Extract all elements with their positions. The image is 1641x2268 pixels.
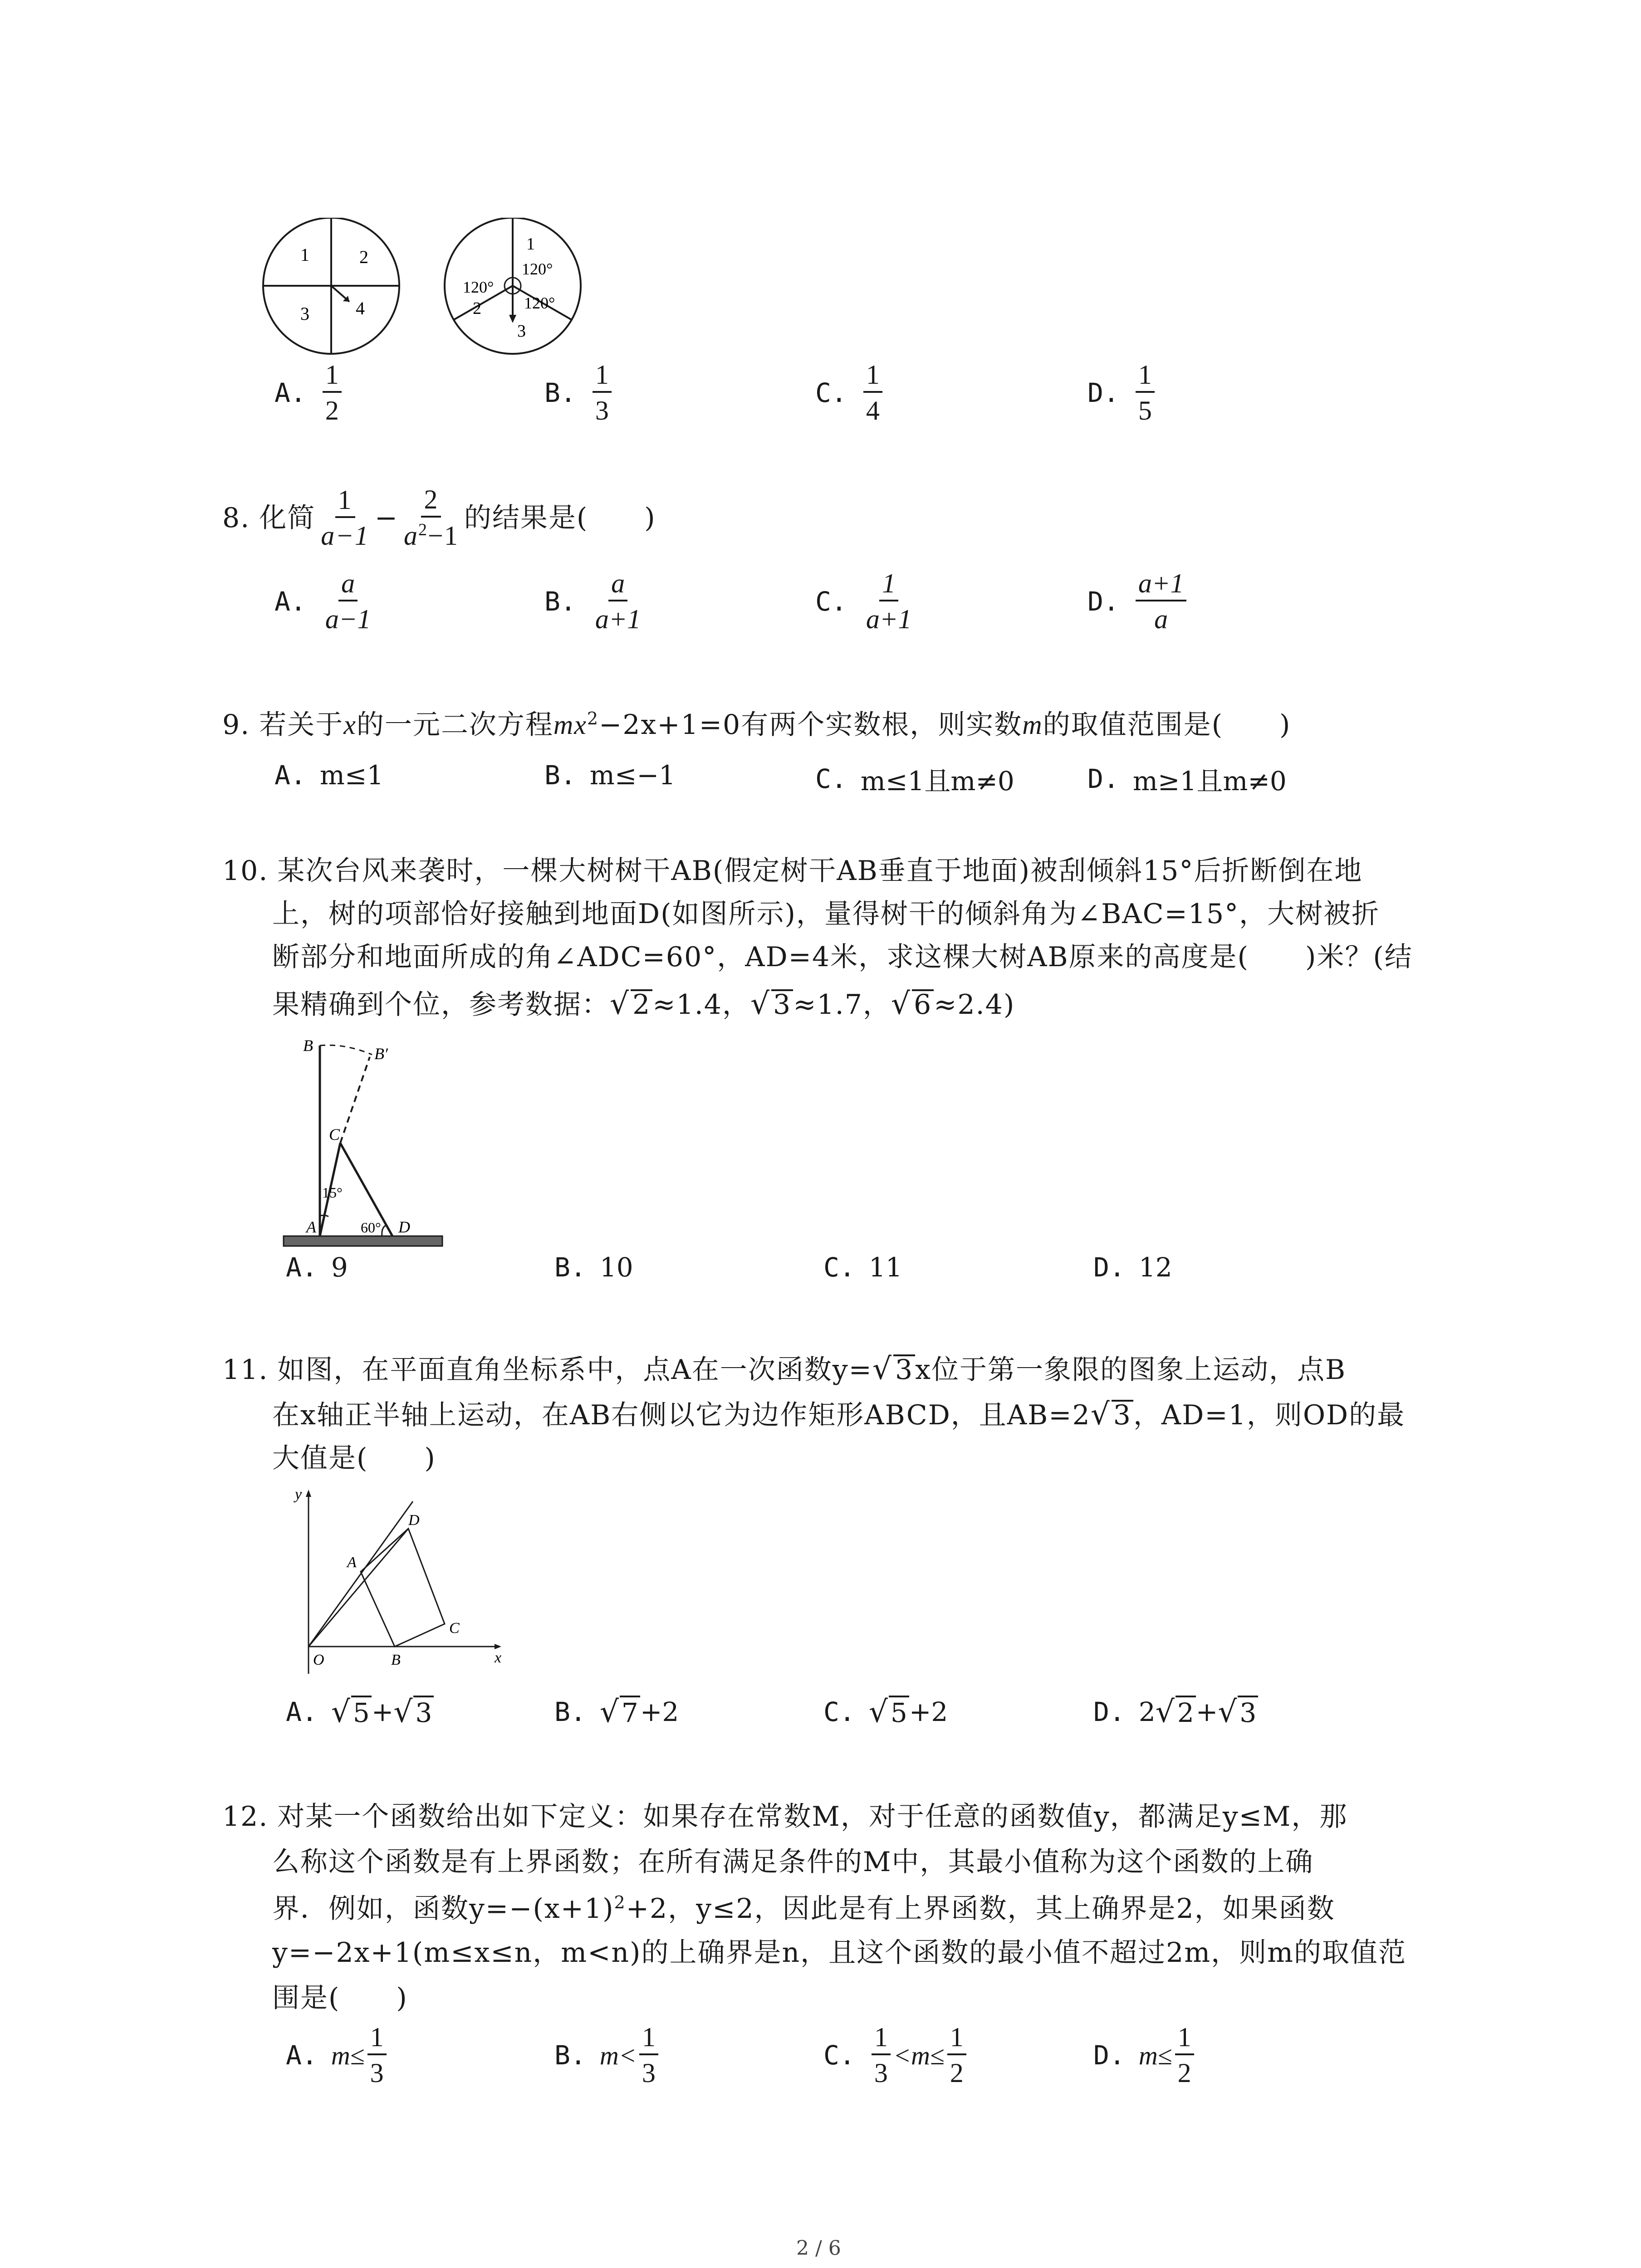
q12-line-4: y=−2x+1(m≤x≤n，m<n)的上确界是n，且这个函数的最小值不超过2m，则m的取值范 <box>272 1937 1407 1969</box>
q11-line-1: 11. 如图，在平面直角坐标系中，点A在一次函数y=√ 3x位于第一象限的图象上运动，点B <box>222 1351 1347 1386</box>
label-O: O <box>313 1652 324 1668</box>
fraction: $\frac{1}{3}$ <box>367 2023 387 2087</box>
q9-number: 9. <box>222 709 250 741</box>
label-D: D <box>408 1512 420 1529</box>
page-number: 2 / 6 <box>796 2237 841 2260</box>
fraction: $\frac{1}{2}$ <box>947 2023 966 2087</box>
option-label: A. <box>286 2040 318 2071</box>
option-label: D. <box>1087 377 1119 408</box>
option-label: B. <box>554 2040 586 2071</box>
label-A: A <box>347 1554 357 1571</box>
q8-option-a[interactable] <box>274 569 376 634</box>
option-text: m≤1 <box>319 760 384 791</box>
fraction: $\frac{1}{2}$ <box>1175 2023 1194 2087</box>
spinner-right-angle-3: 120° <box>524 294 555 312</box>
spinner-right-label-3: 3 <box>517 322 526 341</box>
q8-suffix: 的结果是( ) <box>464 502 656 534</box>
q7-option-a[interactable] <box>274 361 344 425</box>
q8-fraction-1: $\frac{1}{a-1}$ <box>321 484 369 551</box>
option-text: m≥1且m≠0 <box>1132 766 1287 797</box>
q9-option-d[interactable] <box>1087 760 1287 798</box>
q7-option-d[interactable] <box>1087 361 1157 425</box>
fraction: $\frac{1}{3}$ <box>593 361 612 425</box>
q10-line-1: 10. 某次台风来袭时，一棵大树树干AB(假定树干AB垂直于地面)被刮倾斜15°后折断倒在地 <box>222 855 1363 887</box>
option-label: B. <box>554 1696 586 1727</box>
option-label: D. <box>1093 1252 1125 1283</box>
fraction: $\frac{a+1}{a}$ <box>1136 569 1187 634</box>
q12-option-d[interactable]: D. m≤ $\frac{1}{2}$ <box>1093 2023 1197 2087</box>
option-text: 10 <box>599 1252 633 1283</box>
option-label: A. <box>274 586 306 617</box>
option-label: C. <box>823 2040 855 2071</box>
option-text: m≤1且m≠0 <box>860 766 1014 797</box>
option-label: D. <box>1093 2040 1125 2071</box>
q10-line-3: 断部分和地面所成的角∠ADC=60°，AD=4米，求这棵大树AB原来的高度是( )米？(结 <box>272 941 1413 973</box>
option-label: B. <box>544 586 576 617</box>
spinner-right <box>445 218 581 354</box>
q9-stem: 9. 若关于x的一元二次方程$mx^2-2x+1=0$有两个实数根，则实数m的取值范围是( ) <box>222 709 1291 741</box>
fraction: $\frac{a}{a-1}$ <box>325 568 371 634</box>
spinner-left-label-1: 1 <box>300 244 309 265</box>
fraction: $\frac{1}{3}$ <box>872 2023 891 2087</box>
label-A: A <box>306 1218 316 1236</box>
option-label: B. <box>544 377 576 408</box>
q9-option-a[interactable] <box>274 760 383 791</box>
q10-option-d[interactable] <box>1093 1252 1172 1283</box>
spinner-right-label-2: 2 <box>473 299 481 318</box>
label-B-prime: B′ <box>374 1045 388 1063</box>
label-60-degrees: 60° <box>361 1219 381 1236</box>
q11-option-c[interactable]: C. √ 5 +2 <box>823 1694 948 1729</box>
q11-line-3: 大值是( ) <box>272 1442 436 1474</box>
label-y: y <box>295 1486 302 1503</box>
q12-option-a[interactable]: A. m≤ $\frac{1}{3}$ <box>286 2023 389 2087</box>
q12-line-2: 么称这个函数是有上界函数；在所有满足条件的M中，其最小值称为这个函数的上确 <box>272 1846 1314 1878</box>
option-label: C. <box>815 586 847 617</box>
q10-tree-figure <box>277 1036 449 1250</box>
q8-number: 8. <box>222 502 250 534</box>
q12-option-c[interactable]: C. $\frac{1}{3}$ <m≤ $\frac{1}{2}$ <box>823 2023 969 2087</box>
option-label: D. <box>1087 586 1119 617</box>
option-label: B. <box>554 1252 586 1283</box>
option-text: m≤−1 <box>589 760 676 791</box>
fraction: $\frac{1}{2}$ <box>323 361 342 425</box>
spinner-left-label-2: 2 <box>359 247 368 267</box>
q8-option-c[interactable] <box>815 569 917 634</box>
option-text: 9 <box>331 1252 348 1283</box>
q12-line-3: 界．例如，函数$y=-(x+1)^2+2$，y≤2，因此是有上界函数，其上确界是2，如果函数 <box>272 1892 1335 1925</box>
q11-option-a[interactable]: A. √ 5 + √ 3 <box>286 1694 434 1729</box>
q10-option-b[interactable] <box>554 1252 633 1283</box>
q10-line-2: 上，树的项部恰好接触到地面D(如图所示)，量得树干的倾斜角为∠BAC=15°，大树被折 <box>272 898 1380 930</box>
spinner-right-angle-1: 120° <box>522 260 553 278</box>
option-label: C. <box>823 1252 855 1283</box>
label-B: B <box>303 1036 313 1055</box>
option-label: A. <box>274 377 306 408</box>
option-label: C. <box>815 763 847 794</box>
q12-line-5: 围是( ) <box>272 1982 408 2014</box>
option-label: C. <box>815 377 847 408</box>
q7-option-c[interactable] <box>815 361 885 425</box>
q8-option-b[interactable] <box>544 569 646 634</box>
label-D: D <box>398 1218 410 1236</box>
q10-option-a[interactable] <box>286 1252 348 1283</box>
q9-option-c[interactable] <box>815 760 1014 798</box>
q8-prefix: 化简 <box>259 502 316 534</box>
q11-option-d[interactable]: D. 2 √ 2 + √ 3 <box>1093 1694 1258 1729</box>
spinner-left-label-4: 4 <box>356 298 365 318</box>
spinner-right-angle-2: 120° <box>463 278 494 296</box>
option-text: 11 <box>868 1252 902 1283</box>
label-15-degrees: 15° <box>322 1184 343 1201</box>
q9-option-b[interactable] <box>544 760 676 791</box>
q8-option-d[interactable] <box>1087 569 1189 634</box>
spinner-left-label-3: 3 <box>300 303 309 324</box>
fraction: $\frac{1}{4}$ <box>863 361 882 425</box>
q8-fraction-2: $\frac{2}{a^2-1}$ <box>404 484 459 551</box>
label-x: x <box>495 1649 502 1666</box>
option-label: A. <box>274 760 306 791</box>
q12-option-b[interactable]: B. m< $\frac{1}{3}$ <box>554 2023 661 2087</box>
label-C: C <box>329 1125 340 1144</box>
q8-stem <box>222 485 656 550</box>
q11-coordinate-figure <box>272 1483 508 1683</box>
option-text: 12 <box>1138 1252 1172 1283</box>
q12-line-1: 12. 对某一个函数给出如下定义：如果存在常数M，对于任意的函数值y，都满足y≤M，那 <box>222 1801 1348 1833</box>
spinner-left <box>263 218 399 354</box>
spinner-right-label-1: 1 <box>526 235 535 254</box>
label-B: B <box>391 1652 401 1668</box>
q7-option-b[interactable] <box>544 361 614 425</box>
option-label: D. <box>1093 1696 1125 1727</box>
q10-line-4: 果精确到个位，参考数据：√ 2≈1.4，√ 3≈1.7，√ 6≈2.4) <box>272 986 1015 1021</box>
q11-option-b[interactable]: B. √ 7 +2 <box>554 1694 679 1729</box>
q11-line-2: 在x轴正半轴上运动，在AB右侧以它为边作矩形ABCD，且AB=2√ 3，AD=1，则OD的最 <box>272 1397 1406 1432</box>
fraction: $\frac{a}{a+1}$ <box>595 568 641 634</box>
spinner-figure <box>259 218 603 363</box>
label-C: C <box>449 1620 460 1637</box>
option-label: C. <box>823 1696 855 1727</box>
fraction: $\frac{1}{5}$ <box>1136 361 1155 425</box>
option-label: B. <box>544 760 576 791</box>
q8-minus: − <box>374 502 399 534</box>
option-label: A. <box>286 1252 318 1283</box>
q10-option-c[interactable] <box>823 1252 902 1283</box>
fraction: $\frac{1}{a+1}$ <box>866 568 912 634</box>
fraction: $\frac{1}{3}$ <box>639 2023 658 2087</box>
option-label: A. <box>286 1696 318 1727</box>
option-label: D. <box>1087 763 1119 794</box>
